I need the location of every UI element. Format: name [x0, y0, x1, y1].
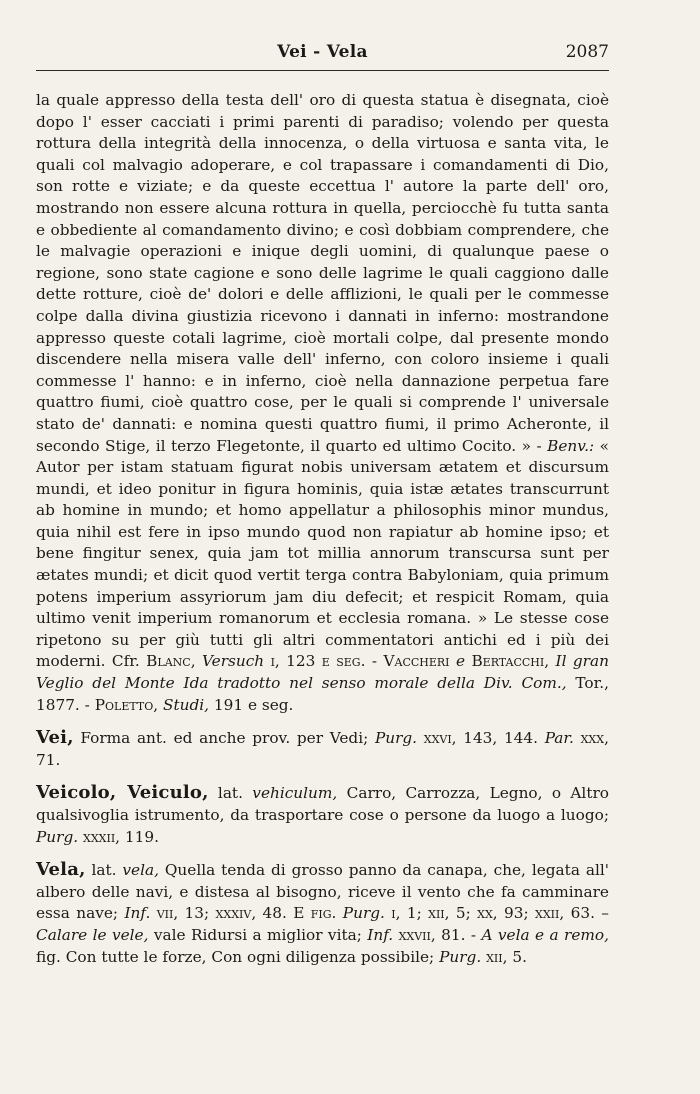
work-versuch: Versuch	[202, 652, 265, 671]
vela-lat: lat.	[91, 861, 117, 880]
vela-ref-purg-1: Purg.	[342, 904, 385, 923]
dictionary-page	[36, 36, 609, 968]
author-bertacchi: Bertacchi,	[471, 652, 550, 671]
headword-veicolo: Veicolo, Veiculo,	[36, 782, 209, 804]
running-head: Vei - Vela	[277, 42, 368, 62]
vela-ref-purg-2: Purg.	[439, 947, 482, 966]
vei-ref-purg-loc: xxvi, 143, 144.	[423, 729, 539, 748]
page-number: 2087	[565, 42, 609, 62]
work-gran-veglio: Il gran Veglio del Monte Ida tradotto nel senso morale della Div. Com.,	[36, 652, 609, 693]
vela-latin-word: vela,	[122, 861, 159, 880]
vela-phrase-a-vela: A vela e a remo,	[481, 925, 609, 944]
author-vaccheri: Vaccheri	[383, 652, 450, 671]
vela-ref-inf-2: Inf.	[367, 925, 394, 944]
continuation-paragraph	[36, 90, 609, 716]
vela-ref-purg-2-loc: xii, 5.	[486, 947, 527, 966]
page-header	[36, 36, 609, 71]
vei-ref-purg: Purg.	[374, 729, 418, 748]
entry-vei	[36, 727, 609, 771]
veicolo-definition: Carro, Carrozza, Legno, o Altro qualsivoglia istrumento, da trasportare cose o persone da luogo a luogo;	[36, 784, 609, 824]
vela-ref-inf-1-loc: vii, 13; xxxiv, 48. E fig.	[156, 904, 337, 923]
vei-ref-par: Par.	[544, 729, 574, 748]
author-blanc: Blanc,	[146, 652, 196, 671]
vela-a-vela-meaning: fig. Con tutte le forze, Con ogni diligenza possibile;	[36, 947, 435, 966]
benv-label: Benv.:	[547, 436, 595, 455]
body-text	[36, 90, 609, 968]
headword-vela: Vela,	[36, 859, 86, 881]
vela-ref-inf-2-loc: xxvii, 81. -	[398, 925, 477, 944]
conjunction-e: e	[455, 652, 466, 671]
headword-vei: Vei,	[36, 727, 74, 749]
vela-ref-purg-1-loc: i, 1; xii, 5; xx, 93; xxii, 63. –	[391, 904, 609, 923]
vela-calare-meaning: vale Ridursi a miglior vita;	[153, 925, 362, 944]
continuation-text-1: la quale appresso della testa dell' oro di questa statua è disegnata, cioè dopo l' esser cacciati i primi parenti di paradiso; volendo per questa rottura della integrità della innocenza, o della virtuosa e santa vita, le quali col malvagio adoperare, e col trapassare i comandamenti di Dio, son rotte e viziate; e da queste eccettua l' autore la parte dell' oro, mostrando non essere alcuna rottura in quella, perciocchè fu tutta santa e obbediente al comandamento divino; e così dobbiam comprendere, che le malvagie operazioni e inique degli uomini, di qualunque paese o regione, sono state cagione e sono delle lagrime le quali caggiono dalle dette rotture, cioè de' dolori e delle afflizioni, le quali per le commesse colpe dalla divina giustizia ricevono i dannati in inferno: mostrandone appresso queste cotali lagrime, cioè mortali colpe, dal presente mondo discendere nella misera valle dell' inferno, con coloro insieme i quali commesse l' hanno: e in inferno, cioè nella dannazione perpetua fare quattro fiumi, cioè quattro cose, per le quali si comprende l' universale stato de' dannati: e nomina questi quattro fiumi, il primo Acheronte, il secondo Stige, il terzo Flegetonte, il quarto ed ultimo Cocito. » -	[36, 91, 609, 455]
veicolo-ref-loc: xxxii, 119.	[83, 827, 159, 846]
vei-definition: Forma ant. ed anche prov. per Vedi;	[80, 729, 369, 748]
continuation-text-2: « Autor per istam statuam figurat nobis universam ætatem et discursum mundi, et ideo ponitur in figura hominis, quia istæ ætates transcurrunt ab homine in mundo; et homo appellatur a philosophis minor mundus, quia nihil est fere in ipso mundo quod non rapiatur ab homine ipso; et bene fingitur senex, quia jam tot millia annorum transcursa sunt per ætates mundi; et dicit quod vertit terga contra Babyloniam, quia primum potens imperium assyriorum jam diu defecit; et respicit Romam, quia ultimo venit imperium romanorum et ecclesia romana. » Le stesse cose ripetono su per giù tutti gli altri commentatori antichi ed i più dei moderni. Cfr.	[36, 436, 609, 671]
veicolo-lat: lat.	[217, 784, 243, 803]
continuation-text-5: 191 e seg.	[213, 695, 294, 714]
continuation-text-4: Tor., 1877. -	[36, 674, 610, 714]
vela-ref-inf-1: Inf.	[124, 904, 151, 923]
entry-veicolo	[36, 782, 609, 848]
entry-vela	[36, 859, 609, 968]
vei-ref-par-loc: xxx, 71.	[36, 729, 609, 769]
author-poletto: Poletto,	[94, 695, 159, 714]
vela-definition: Quella tenda di grosso panno da canapa, che, legata all' albero delle navi, e distesa al bisogno, riceve il vento che fa camminare essa nave;	[36, 861, 609, 923]
continuation-text-3: i, 123 e seg. -	[270, 652, 378, 671]
vela-phrase-calare: Calare le vele,	[36, 925, 149, 944]
work-studi: Studi,	[162, 695, 210, 714]
veicolo-ref-purg: Purg.	[36, 827, 79, 846]
veicolo-latin-word: vehiculum,	[252, 784, 338, 803]
